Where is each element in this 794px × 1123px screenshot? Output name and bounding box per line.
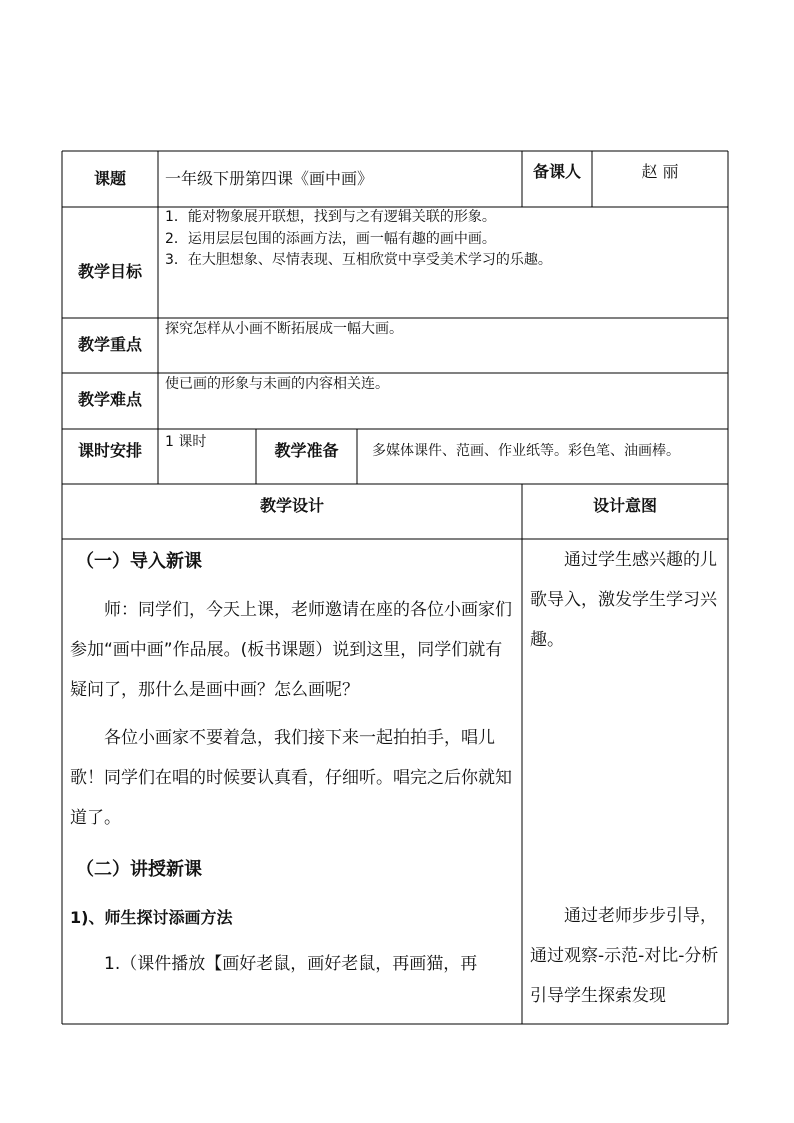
section-title: （一）导入新课 bbox=[76, 551, 202, 572]
objective-item: 1．能对物象展开联想，找到与之有逻辑关联的形象。 bbox=[165, 209, 496, 225]
subsection-title: 1)、师生探讨添画方法 bbox=[70, 908, 233, 928]
objectives-list bbox=[165, 207, 725, 272]
section-title: （二）讲授新课 bbox=[76, 858, 202, 880]
objective-item: 3．在大胆想象、尽情表现、互相欣赏中享受美术学习的乐趣。 bbox=[165, 252, 552, 269]
schedule-value: 1 课时 bbox=[165, 434, 207, 450]
difficulty-value: 使已画的形象与未画的内容相关连。 bbox=[165, 376, 389, 392]
intent-text: 通过学生感兴趣的儿歌导入，激发学生学习兴趣。 bbox=[530, 550, 717, 650]
topic-label: 课题 bbox=[93, 168, 126, 188]
design-content bbox=[70, 541, 516, 985]
objectives-label: 教学目标 bbox=[77, 262, 142, 281]
schedule-label: 课时安排 bbox=[77, 441, 142, 461]
preparer-value: 赵 丽 bbox=[641, 161, 679, 181]
design-header: 教学设计 bbox=[259, 496, 324, 516]
difficulty-label: 教学难点 bbox=[77, 389, 142, 409]
paragraph: 师：同学们，今天上课，老师邀请在座的各位小画家们参加“画中画”作品展。(板书课题）说到这里，同学们就有疑问了，那什么是画中画？怎么画呢？ bbox=[70, 600, 512, 701]
intent-text: 通过老师步步引导，通过观察-示范-对比-分析引导学生探索发现 bbox=[530, 906, 719, 1006]
preparer-label: 备课人 bbox=[532, 161, 581, 181]
prep-value: 多媒体课件、范画、作业纸等。彩色笔、油画棒。 bbox=[372, 442, 680, 459]
paragraph: 1.（课件播放【画好老鼠，画好老鼠，再画猫，再 bbox=[104, 953, 478, 974]
key-point-label: 教学重点 bbox=[77, 334, 142, 354]
intent-header: 设计意图 bbox=[592, 496, 657, 516]
paragraph: 各位小画家不要着急，我们接下来一起拍拍手，唱儿歌！同学们在唱的时候要认真看，仔细听。唱完之后你就知道了。 bbox=[70, 728, 512, 828]
prep-label: 教学准备 bbox=[274, 441, 339, 461]
topic-value: 一年级下册第四课《画中画》 bbox=[165, 168, 374, 188]
key-point-value: 探究怎样从小画不断拓展成一幅大画。 bbox=[165, 321, 403, 337]
objective-item: 2．运用层层包围的添画方法，画一幅有趣的画中画。 bbox=[165, 230, 496, 247]
